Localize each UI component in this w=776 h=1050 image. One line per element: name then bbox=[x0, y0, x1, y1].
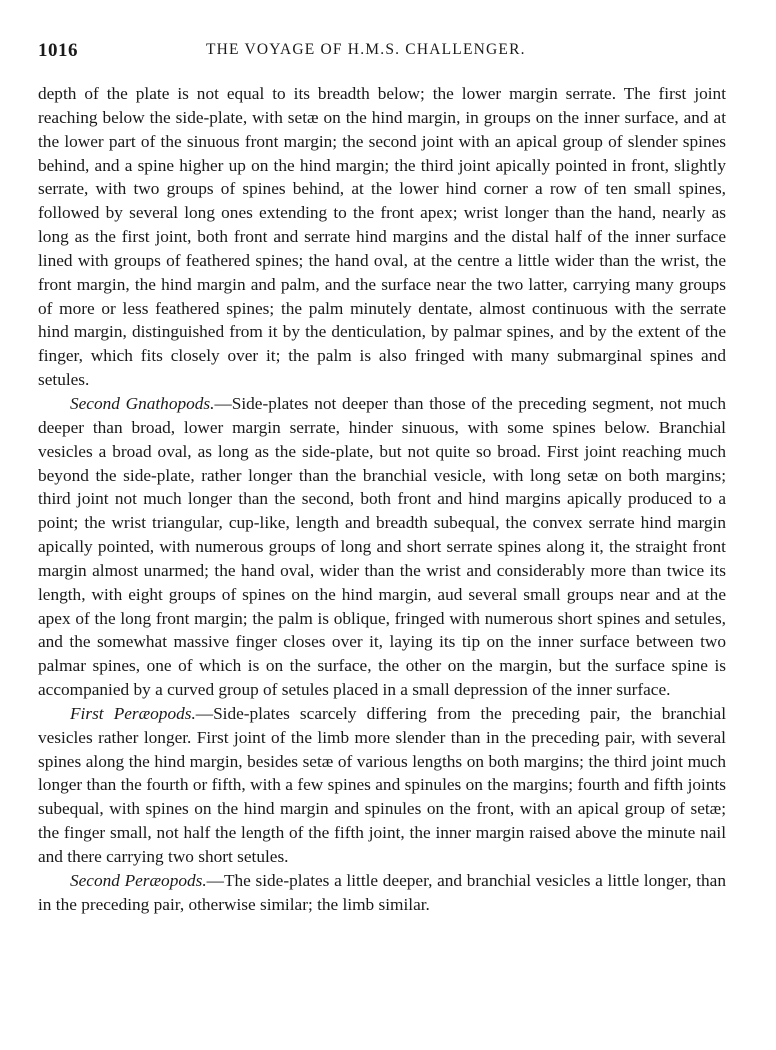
section-heading: First Peræopods. bbox=[70, 703, 196, 723]
paragraph-second-gnathopods bbox=[38, 392, 726, 702]
section-heading: Second Peræopods. bbox=[70, 870, 207, 890]
body-text bbox=[38, 82, 726, 917]
running-head: THE VOYAGE OF H.M.S. CHALLENGER. bbox=[206, 41, 526, 58]
paragraph-second-peraeopods bbox=[38, 869, 726, 917]
paragraph-text: —Side-plates scarcely differing from the preceding pair, the branchial vesicles rather longer. First joint of the limb more slender than in the preceding pair, with several spines along the hind margin, besides setæ of various lengths on both margins; the third joint much longer than the fourth or fifth, with a few spines and spinules on the margins; fourth and fifth joints subequal, with spines on the hind margin and spinules on the front, with an apical group of setæ; the finger small, not half the length of the fifth joint, the inner margin raised above the minute nail and there carrying two short setules. bbox=[38, 703, 726, 866]
paragraph-first-gnathopod-continued bbox=[38, 82, 726, 392]
paragraph-first-peraeopods bbox=[38, 702, 726, 869]
section-heading: Second Gnathopods. bbox=[70, 393, 215, 413]
paragraph-text: —The side-plates a little deeper, and branchial vesicles a little longer, than in the preceding pair, otherwise similar; the limb similar. bbox=[38, 870, 726, 914]
paragraph-text: depth of the plate is not equal to its breadth below; the lower margin serrate. The first joint reaching below the side-plate, with setæ on the hind margin, in groups on the inner surface, and at the lower part of the sinuous front margin; the second joint with an apical group of slender spines behind, and a spine higher up on the hind margin; the third joint apically pointed in front, slightly serrate, with two groups of spines behind, at the lower hind corner a row of ten small spines, followed by several long ones extending to the front apex; wrist longer than the hand, nearly as long as the first joint, both front and serrate hind margins and the distal half of the inner surface lined with groups of feathered spines; the hand oval, at the centre a little wider than the wrist, the front margin, the hind margin and palm, and the surface near the two latter, carrying many groups of more or less feathered spines; the palm minutely dentate, almost continuous with the serrate hind margin, distinguished from it by the denticulation, by palmar spines, and by the extent of the finger, which fits closely over it; the palm is also fringed with many submarginal spines and setules. bbox=[38, 84, 726, 390]
page-header bbox=[38, 36, 726, 62]
page-number: 1016 bbox=[38, 40, 78, 61]
paragraph-text: —Side-plates not deeper than those of the preceding segment, not much deeper than broad, lower margin serrate, hinder sinuous, with some spines below. Branchial vesicles a broad oval, as long as the side-plate, but not quite so broad. First joint reaching much beyond the side-plate, rather longer than the branchial vesicle, with long setæ on both margins; third joint not much longer than the second, both front and hind margins apically produced to a point; the wrist triangular, cup-like, length and breadth subequal, the convex serrate hind margin apically pointed, with numerous groups of long and short serrate spines along it, the straight front margin almost unarmed; the hand oval, wider than the wrist and considerably more than twice its length, with eight groups of spines on the hind margin, aud several small groups near and at the apex of the long front margin; the palm is oblique, fringed with numerous short spines and setules, and the somewhat massive finger closes over it, laying its tip on the inner surface between two palmar spines, one of which is on the surface, the other on the margin, but the surface spine is accompanied by a curved group of setules placed in a small depression of the inner surface. bbox=[38, 393, 726, 700]
